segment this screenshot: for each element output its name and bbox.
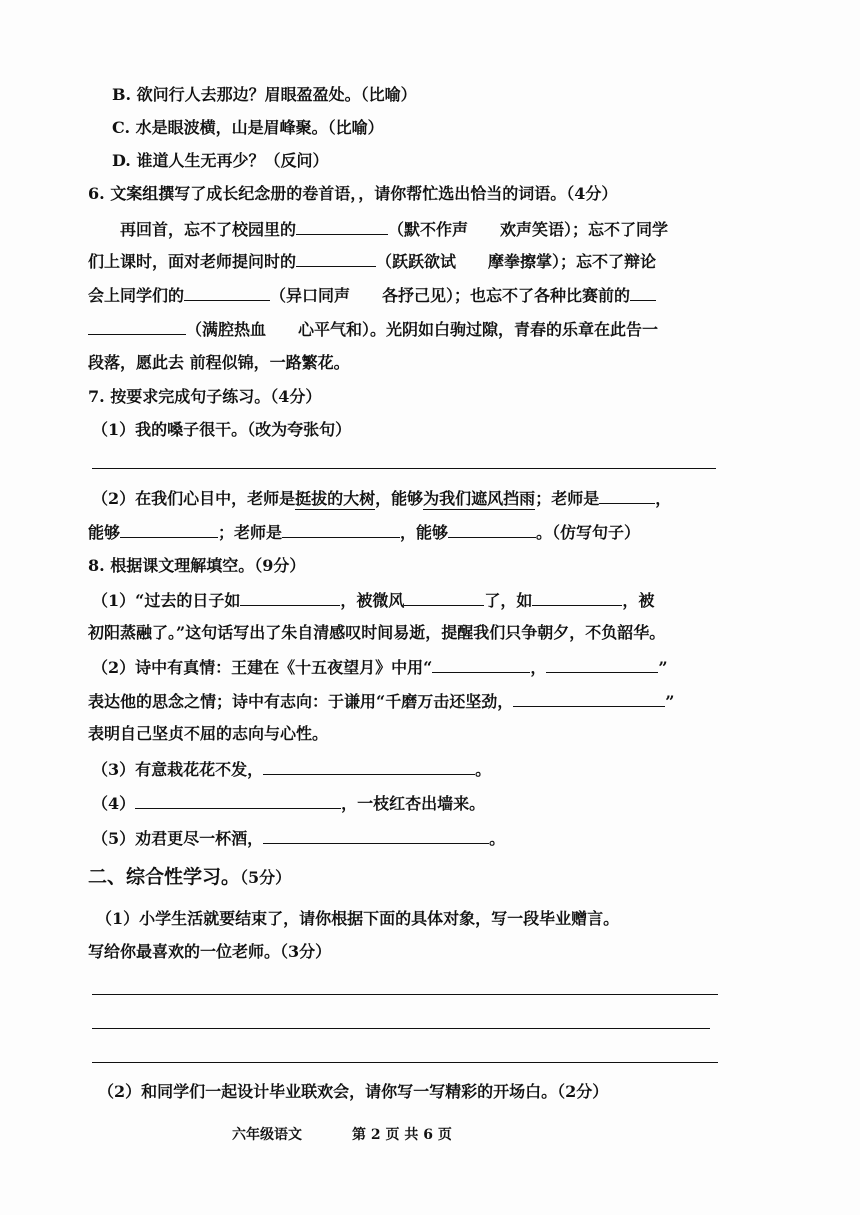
q8-text-2e: ” [665,692,675,711]
q8-part-2 [92,656,668,679]
q6-text-1b: （默不作声 欢声笑语）；忘不了同学 [388,220,669,239]
answer-blank[interactable] [532,589,622,606]
q8-text-2a: （2）诗中有真情：王建在《十五夜望月》中用“ [92,658,433,677]
q6-text-3b: （异口同声 各抒己见）；也忘不了各种比赛前的 [270,286,631,305]
answer-blank[interactable] [120,521,218,538]
q7-text-3a: 能够 [88,523,121,542]
section-2-title: 二、综合性学习。 [88,866,241,888]
answer-blank[interactable] [184,284,270,301]
answer-line[interactable] [92,994,718,995]
answer-blank[interactable] [263,827,489,844]
q6-line-2 [88,250,656,273]
answer-blank[interactable] [630,284,656,301]
q8-part-2-end: 表明自己坚贞不屈的志向与心性。 [88,724,329,743]
q7-part-1: （1）我的嗓子很干。（改为夸张句） [92,420,352,439]
q6-line-4 [88,318,658,341]
q7-part-2 [92,487,671,510]
q8-text-4b: ，一枝红杏出墙来。 [341,794,486,813]
q6-title: 6. 文案组撰写了成长纪念册的卷首语，，请你帮忙选出恰当的词语。（4分） [88,184,618,203]
answer-blank[interactable] [282,521,400,538]
q8-text-3b: 。 [475,760,492,779]
q8-text-1c: 了，如 [484,591,533,610]
answer-blank[interactable] [135,792,341,809]
q7-text-2c: ；老师是 [535,489,600,508]
q6-line-1 [120,218,668,241]
choice-d: D. 谁道人生无再少？（反问） [112,151,329,170]
answer-blank[interactable] [240,589,340,606]
answer-line[interactable] [92,468,716,469]
s2-part-1-target: 写给你最喜欢的一位老师。（3分） [88,942,332,961]
q6-text-4b: （满腔热血 心平气和）。光阴如白驹过隙，青春的乐章在此告一 [186,320,659,339]
answer-blank[interactable] [88,318,186,335]
q7-title: 7. 按要求完成句子练习。（4分） [88,387,322,406]
answer-blank[interactable] [432,656,530,673]
q8-part-1-cont: 初阳蒸融了。”这句话写出了朱自清感叹时间易逝，提醒我们只争朝夕，不负韶华。 [88,623,666,642]
q8-text-4a: （4） [92,794,136,813]
q8-text-2d: 表达他的思念之情；诗中有志向：于谦用“千磨万击还坚劲， [88,692,514,711]
choice-b: B. 欲问行人去那边？眉眼盈盈处。（比喻） [112,85,417,104]
q7-text-3c: ，能够 [400,523,449,542]
answer-blank[interactable] [599,487,655,504]
answer-blank[interactable] [263,758,475,775]
answer-blank[interactable] [296,218,388,235]
q7-text-3b: ；老师是 [218,523,283,542]
answer-blank[interactable] [404,589,484,606]
q7-text-2b: ，能够 [375,489,424,508]
q6-text-2a: 们上课时，面对老师提问时的 [88,252,297,271]
q6-text-2b: （跃跃欲试 摩拳擦掌）；忘不了辩论 [376,252,657,271]
q6-line-3 [88,284,656,307]
q8-part-4 [92,792,485,815]
underlined-phrase: 为我们遮风挡雨 [423,489,536,508]
q8-part-3 [92,758,491,781]
q8-text-5b: 。 [489,829,506,848]
q8-text-3a: （3）有意栽花花不发， [92,760,264,779]
q7-text-2a: （2）在我们心目中，老师是 [92,489,296,508]
q7-part-2-cont [88,521,640,544]
answer-line[interactable] [92,1062,718,1063]
footer-subject: 六年级语文 [232,1127,302,1143]
q8-text-5a: （5）劝君更尽一杯酒， [92,829,264,848]
section-2-heading [88,866,291,889]
answer-blank[interactable] [513,690,665,707]
answer-line[interactable] [92,1028,710,1029]
answer-blank[interactable] [296,250,376,267]
choice-c: C. 水是眼波横，山是眉峰聚。（比喻） [112,118,384,137]
q8-text-2b: ， [530,658,547,677]
answer-blank[interactable] [448,521,536,538]
answer-blank[interactable] [546,656,658,673]
underlined-phrase: 挺拔的大树 [295,489,376,508]
footer-page-number: 第 2 页 共 6 页 [352,1127,452,1143]
q7-comma: ， [655,489,672,508]
q8-part-5 [92,827,505,850]
q7-text-3d: 。（仿写句子） [536,523,641,542]
q8-part-1 [92,589,654,612]
section-2-score: （5分） [240,868,292,887]
s2-part-2: （2）和同学们一起设计毕业联欢会，请你写一写精彩的开场白。（2分） [98,1082,609,1101]
q6-line-5: 段落，愿此去 前程似锦，一路繁花。 [88,353,350,372]
q8-part-2-cont [88,690,674,713]
s2-part-1: （1）小学生活就要结束了，请你根据下面的具体对象，写一段毕业赠言。 [96,909,620,928]
q8-text-1a: （1）“过去的日子如 [92,591,241,610]
q8-text-2c: ” [658,658,668,677]
q6-text-3a: 会上同学们的 [88,286,185,305]
q8-text-1b: ，被微风 [340,591,405,610]
q8-text-1d: ，被 [622,591,655,610]
q8-title: 8. 根据课文理解填空。（9分） [88,556,306,575]
q6-text-1a: 再回首，忘不了校园里的 [120,220,297,239]
